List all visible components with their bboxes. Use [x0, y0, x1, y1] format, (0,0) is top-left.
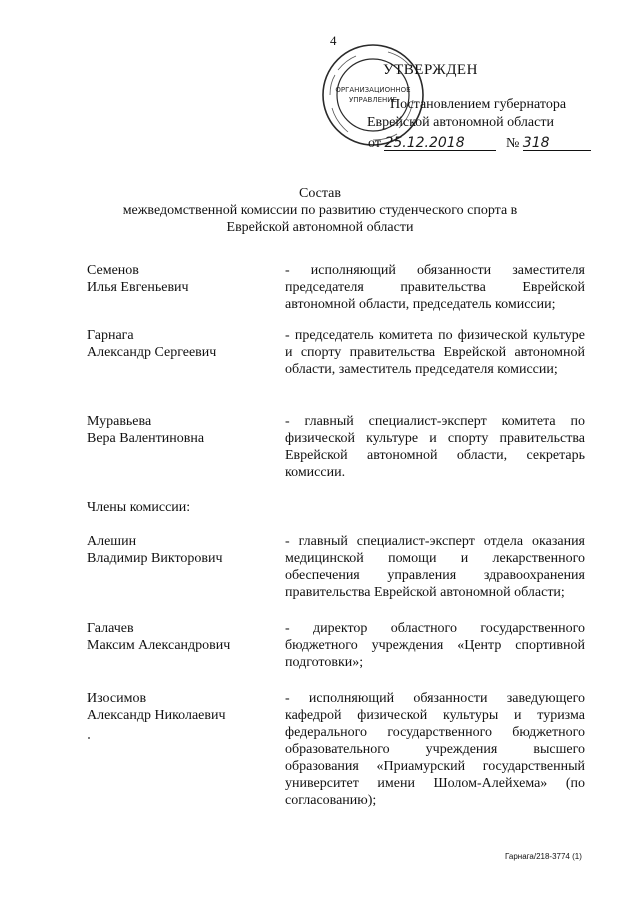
entry-description: - председатель комитета по физической культуре и спорту правительства Еврейской автономной области, заместитель председателя комиссии;	[285, 328, 585, 377]
entry-name	[87, 533, 277, 567]
number-label: №	[505, 136, 520, 151]
title-line-1: Состав	[298, 186, 341, 201]
approval-line-1: Постановлением губернатора	[390, 97, 567, 112]
given-name: Максим Александрович	[87, 638, 231, 653]
entry-description: - главный специалист-эксперт отдела оказания медицинской помощи и лекарственного обеспечения управления здравоохранения правительства Еврейской автономной области;	[285, 534, 585, 600]
approval-line-2: Еврейской автономной области	[367, 115, 554, 130]
surname: Муравьева	[87, 414, 152, 429]
entry-name	[87, 413, 277, 447]
surname: Галачев	[87, 621, 134, 636]
entry-name	[87, 620, 277, 654]
given-name: Вера Валентиновна	[87, 431, 205, 446]
title-line-2: межведомственной комиссии по развитию студенческого спорта в	[122, 203, 518, 218]
members-label: Члены комиссии:	[87, 500, 191, 515]
stamp-text-1: ОРГАНИЗАЦИОННОЕ	[335, 86, 411, 94]
from-label: от	[368, 136, 381, 151]
stamp-text-2: УПРАВЛЕНИЕ	[349, 96, 397, 104]
surname: Гарнага	[87, 328, 134, 343]
entry-description: - директор областного государственного бюджетного учреждения «Центр спортивной подготовки»;	[285, 621, 585, 670]
title-line-3: Еврейской автономной области	[226, 220, 414, 235]
handwritten-number: 318	[523, 136, 591, 151]
surname: Семенов	[87, 263, 139, 278]
entry-name	[87, 327, 277, 361]
scan-speck	[88, 737, 90, 739]
document-title	[120, 185, 520, 236]
given-name: Александр Сергеевич	[87, 345, 217, 360]
given-name: Александр Николаевич	[87, 708, 226, 723]
approval-date-number	[368, 136, 591, 152]
given-name: Владимир Викторович	[87, 551, 223, 566]
entry-description: - исполняющий обязанности заместителя председателя правительства Еврейской автономной области, председатель комиссии;	[285, 263, 585, 312]
entry-description: - главный специалист-эксперт комитета по физической культуре и спорту правительства Еврейской автономной области, секретарь комиссии.	[285, 414, 585, 480]
surname: Изосимов	[87, 691, 147, 706]
entry-description: - исполняющий обязанности заведующего кафедрой физической культуры и туризма федерального государственного бюджетного образовательного учреждения высшего образования «Приамурский государственный университет имени Шолом-Алейхема» (по согласованию);	[285, 691, 585, 808]
given-name: Илья Евгеньевич	[87, 280, 189, 295]
entry-name	[87, 262, 277, 296]
footer-reference: Гарнага/218-3774 (1)	[505, 852, 582, 861]
approved-heading: УТВЕРЖДЕН	[383, 62, 478, 78]
handwritten-date: 25.12.2018	[384, 136, 496, 151]
surname: Алешин	[87, 534, 137, 549]
entry-name	[87, 690, 277, 724]
page-number: 4	[330, 33, 337, 48]
